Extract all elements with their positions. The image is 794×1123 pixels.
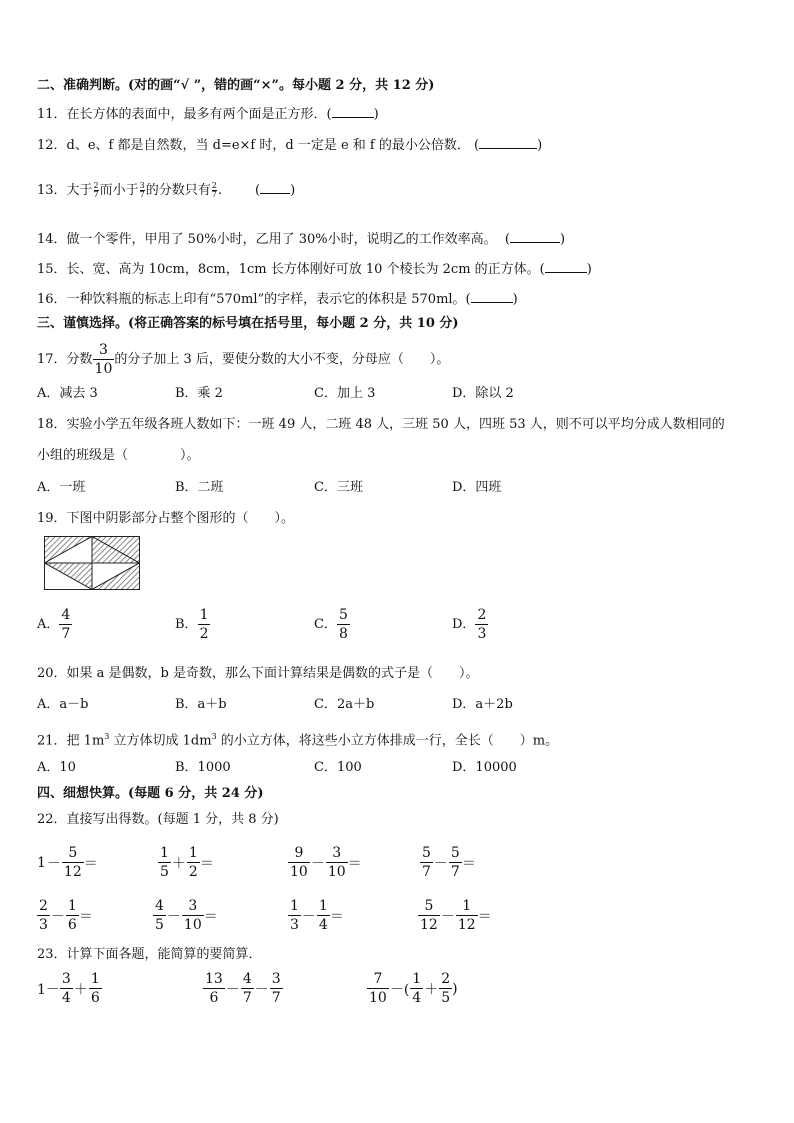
- question-16-end: ): [512, 292, 518, 307]
- calc-expression: [37, 899, 93, 932]
- calc-expression: [37, 846, 98, 879]
- option-a[interactable]: A．一班: [37, 480, 86, 495]
- calc-expression: [288, 846, 362, 879]
- shaded-rectangle-figure: [44, 536, 140, 590]
- numerator: 1: [160, 845, 169, 861]
- denominator: 10: [327, 864, 346, 880]
- fraction: [411, 972, 422, 1005]
- option-label: C．: [314, 616, 337, 632]
- option-d[interactable]: [452, 608, 488, 641]
- denominator: 4: [318, 917, 328, 933]
- question-17: [37, 343, 449, 376]
- superscript: 3: [211, 732, 217, 741]
- operator: －: [433, 855, 448, 872]
- option-b[interactable]: B．a＋b: [175, 697, 227, 712]
- equals: ＝: [203, 908, 218, 925]
- denominator: 10: [94, 361, 113, 377]
- question-23: 23．计算下面各题，能简算的要简算．: [37, 947, 262, 962]
- equals: ＝: [461, 855, 476, 872]
- option-a[interactable]: [37, 608, 72, 641]
- denominator: 10: [369, 990, 387, 1006]
- section-2-heading: 二、准确判断。(对的画“√ ”，错的画“×”。每小题 2 分，共 12 分): [37, 78, 435, 93]
- numerator: 13: [205, 971, 223, 987]
- option-label: A．: [37, 616, 60, 632]
- numerator: 5: [338, 607, 348, 623]
- operator: －: [301, 908, 316, 925]
- numerator: 2: [477, 607, 487, 623]
- operator: －: [225, 981, 240, 998]
- fraction: [140, 182, 145, 199]
- fraction: [94, 182, 99, 199]
- calc-expression: [153, 899, 218, 932]
- question-13: [37, 181, 295, 199]
- denominator: 3: [290, 917, 299, 933]
- equals: ＝: [477, 908, 492, 925]
- fraction: [61, 972, 72, 1005]
- denominator: 3: [39, 917, 48, 933]
- fraction: [318, 899, 329, 932]
- numerator: 4: [61, 607, 71, 623]
- equals: ＝: [78, 908, 93, 925]
- question-21-mid: 立方体切成 1dm: [109, 733, 212, 749]
- answer-blank[interactable]: [332, 105, 374, 118]
- fraction: [242, 972, 253, 1005]
- fraction: [212, 182, 217, 199]
- numerator: 1: [412, 971, 422, 987]
- close-paren: ): [452, 980, 458, 997]
- operator: －: [440, 908, 455, 925]
- question-14: [37, 230, 565, 248]
- whole-number: 1－: [37, 981, 60, 998]
- denominator: 4: [412, 990, 422, 1006]
- equals: ＝: [199, 855, 214, 872]
- question-11-end: ): [373, 107, 379, 122]
- fraction: [368, 972, 388, 1005]
- section-4-heading: 四、细想快算。(每题 6 分，共 24 分): [37, 786, 264, 801]
- fraction: [440, 972, 451, 1005]
- option-b[interactable]: B．二班: [175, 480, 224, 495]
- fraction: [63, 846, 83, 879]
- question-12-text: 12．d、e、f 都是自然数，当 d=e×f 时，d 一定是 e 和 f 的最小公倍数． (: [37, 138, 480, 153]
- calc-expression: [37, 972, 102, 1005]
- fraction: [338, 608, 349, 641]
- denominator: 7: [211, 190, 217, 199]
- question-12: [37, 136, 542, 154]
- operator: －: [46, 855, 61, 872]
- numerator: 2: [93, 181, 99, 190]
- option-d[interactable]: D．四班: [452, 480, 502, 495]
- numerator: 5: [450, 845, 460, 861]
- fraction: [188, 846, 199, 879]
- numerator: 1: [90, 971, 100, 987]
- calc-expression: [158, 846, 214, 879]
- question-14-end: ): [559, 232, 566, 247]
- denominator: 7: [242, 990, 252, 1006]
- fraction: [271, 972, 282, 1005]
- question-11: [37, 105, 379, 123]
- option-c[interactable]: C．100: [314, 760, 362, 775]
- question-12-end: ): [537, 138, 543, 153]
- question-11-text: 11．在长方体的表面中，最多有两个面是正方形．(: [37, 107, 332, 122]
- denominator: 6: [203, 988, 225, 1005]
- fraction: [90, 972, 101, 1005]
- fraction: [38, 899, 49, 932]
- denominator: 2: [199, 626, 209, 642]
- operator: ＋: [424, 981, 439, 998]
- numerator: 4: [242, 971, 252, 987]
- numerator: 9: [294, 845, 304, 861]
- question-13-tail: . (: [217, 183, 261, 198]
- option-c[interactable]: C．三班: [314, 480, 363, 495]
- calc-expression: [420, 846, 476, 879]
- denominator: 6: [90, 990, 100, 1006]
- denominator: 12: [420, 917, 438, 933]
- denominator: 5: [155, 917, 164, 933]
- numerator: 1: [199, 607, 209, 623]
- whole-number: 1: [37, 854, 46, 871]
- question-19: 19．下图中阴影部分占整个图形的（ ）。: [37, 511, 295, 526]
- question-18-line-2: 小组的班级是（ ）。: [37, 448, 200, 463]
- option-c[interactable]: C．加上 3: [314, 386, 376, 401]
- fraction: [204, 972, 224, 1005]
- numerator: 1: [290, 898, 299, 914]
- equals: ＝: [329, 908, 344, 925]
- question-15-end: ): [586, 262, 592, 277]
- denominator: 3: [477, 626, 487, 642]
- fraction: [289, 846, 309, 879]
- operator: ＋: [171, 855, 186, 872]
- operator: －: [254, 981, 269, 998]
- question-13-post: 的分数只有: [145, 183, 211, 198]
- fraction: [421, 846, 432, 879]
- numerator: 7: [373, 971, 383, 987]
- option-c[interactable]: [314, 608, 350, 641]
- option-a[interactable]: A．a－b: [37, 697, 89, 712]
- denominator: 7: [271, 990, 281, 1006]
- fraction: [450, 846, 461, 879]
- operator: －: [50, 908, 65, 925]
- question-20: 20．如果 a 是偶数，b 是奇数，那么下面计算结果是偶数的式子是（ ）。: [37, 666, 479, 681]
- denominator: 10: [183, 917, 202, 933]
- operator: ＋: [73, 981, 88, 998]
- fraction: [60, 608, 71, 641]
- option-label: B．: [175, 616, 198, 632]
- denominator: 12: [63, 864, 82, 880]
- answer-blank[interactable]: [545, 260, 587, 273]
- numerator: 2: [441, 971, 451, 987]
- denominator: 10: [290, 864, 308, 880]
- equals: ＝: [83, 855, 98, 872]
- question-21: [37, 729, 558, 749]
- denominator: 6: [67, 917, 77, 933]
- numerator: 5: [424, 898, 434, 914]
- fraction: [476, 608, 487, 641]
- question-14-text: 14．做一个零件，甲用了 50%小时，乙用了 30%小时，说明乙的工作效率高。 (: [37, 232, 510, 247]
- fraction: [159, 846, 170, 879]
- fraction: [183, 899, 203, 932]
- denominator: 5: [441, 990, 451, 1006]
- option-label: D．: [452, 616, 476, 632]
- question-13-end: ): [290, 183, 296, 198]
- calc-expression: [203, 972, 283, 1005]
- numerator: 5: [422, 845, 431, 861]
- denominator: 7: [93, 190, 99, 199]
- calc-expression: [367, 972, 458, 1005]
- question-15-text: 15．长、宽、高为 10cm，8cm，1cm 长方体刚好可放 10 个棱长为 2cm 的正方体。(: [37, 262, 545, 277]
- numerator: 4: [155, 898, 164, 914]
- option-b[interactable]: [175, 608, 210, 641]
- equals: ＝: [347, 855, 362, 872]
- numerator: 3: [188, 898, 198, 914]
- calc-expression: [418, 899, 492, 932]
- question-22: 22．直接写出得数。(每题 1 分，共 8 分): [37, 812, 279, 827]
- option-d[interactable]: D．a＋2b: [452, 697, 513, 712]
- answer-blank[interactable]: [510, 230, 560, 243]
- denominator: 5: [160, 864, 169, 880]
- question-15: [37, 260, 592, 278]
- superscript: 3: [104, 732, 110, 741]
- numerator: 1: [462, 898, 472, 914]
- fraction: [67, 899, 78, 932]
- answer-blank[interactable]: [471, 290, 513, 303]
- operator: －(: [389, 981, 410, 998]
- fraction: [154, 899, 165, 932]
- question-17-post: 的分子加上 3 后，要使分数的大小不变，分母应（ ）。: [114, 351, 450, 367]
- question-17-pre: 17．分数: [37, 351, 93, 367]
- option-b[interactable]: B．1000: [175, 760, 231, 775]
- operator: －: [166, 908, 181, 925]
- fraction: [94, 343, 114, 376]
- fraction: [419, 899, 439, 932]
- denominator: 2: [188, 864, 198, 880]
- fraction: [457, 899, 477, 932]
- fraction: [289, 899, 300, 932]
- operator: －: [310, 855, 325, 872]
- option-d[interactable]: D．除以 2: [452, 386, 514, 401]
- answer-blank[interactable]: [479, 136, 537, 149]
- question-16: [37, 290, 518, 308]
- numerator: 1: [188, 845, 198, 861]
- numerator: 1: [318, 898, 328, 914]
- denominator: 4: [61, 990, 71, 1006]
- denominator: 8: [338, 626, 348, 642]
- option-d[interactable]: D．10000: [452, 760, 517, 775]
- numerator: 3: [139, 181, 145, 190]
- question-21-pre: 21．把 1m: [37, 733, 105, 749]
- numerator: 3: [332, 845, 342, 861]
- numerator: 2: [211, 181, 217, 190]
- option-c[interactable]: C．2a＋b: [314, 697, 375, 712]
- question-18-line-1: 18．实验小学五年级各班人数如下：一班 49 人，二班 48 人，三班 50 人，四班 53 人，则不可以平均分成人数相同的: [37, 417, 725, 432]
- numerator: 1: [67, 898, 77, 914]
- numerator: 3: [99, 342, 108, 358]
- fraction: [199, 608, 210, 641]
- question-13-pre: 13．大于: [37, 183, 93, 198]
- section-3-heading: 三、谨慎选择。(将正确答案的标号填在括号里，每小题 2 分，共 10 分): [37, 316, 459, 331]
- denominator: 7: [422, 864, 431, 880]
- question-21-post: 的小立方体，将这些小立方体排成一行，全长（ ）m。: [216, 733, 559, 749]
- option-b[interactable]: B．乘 2: [175, 386, 223, 401]
- numerator: 3: [61, 971, 71, 987]
- calc-expression: [288, 899, 344, 932]
- numerator: 2: [39, 898, 48, 914]
- numerator: 3: [271, 971, 281, 987]
- option-a[interactable]: A．10: [37, 760, 76, 775]
- question-13-mid: 而小于: [99, 183, 139, 198]
- denominator: 7: [450, 864, 460, 880]
- fraction: [327, 846, 347, 879]
- denominator: 12: [457, 917, 476, 933]
- numerator: 5: [68, 845, 78, 861]
- question-16-text: 16．一种饮料瓶的标志上印有“570ml”的字样，表示它的体积是 570ml。(: [37, 292, 471, 307]
- denominator: 7: [61, 626, 71, 642]
- denominator: 7: [139, 190, 145, 199]
- option-a[interactable]: A．减去 3: [37, 386, 98, 401]
- answer-blank[interactable]: [260, 181, 290, 194]
